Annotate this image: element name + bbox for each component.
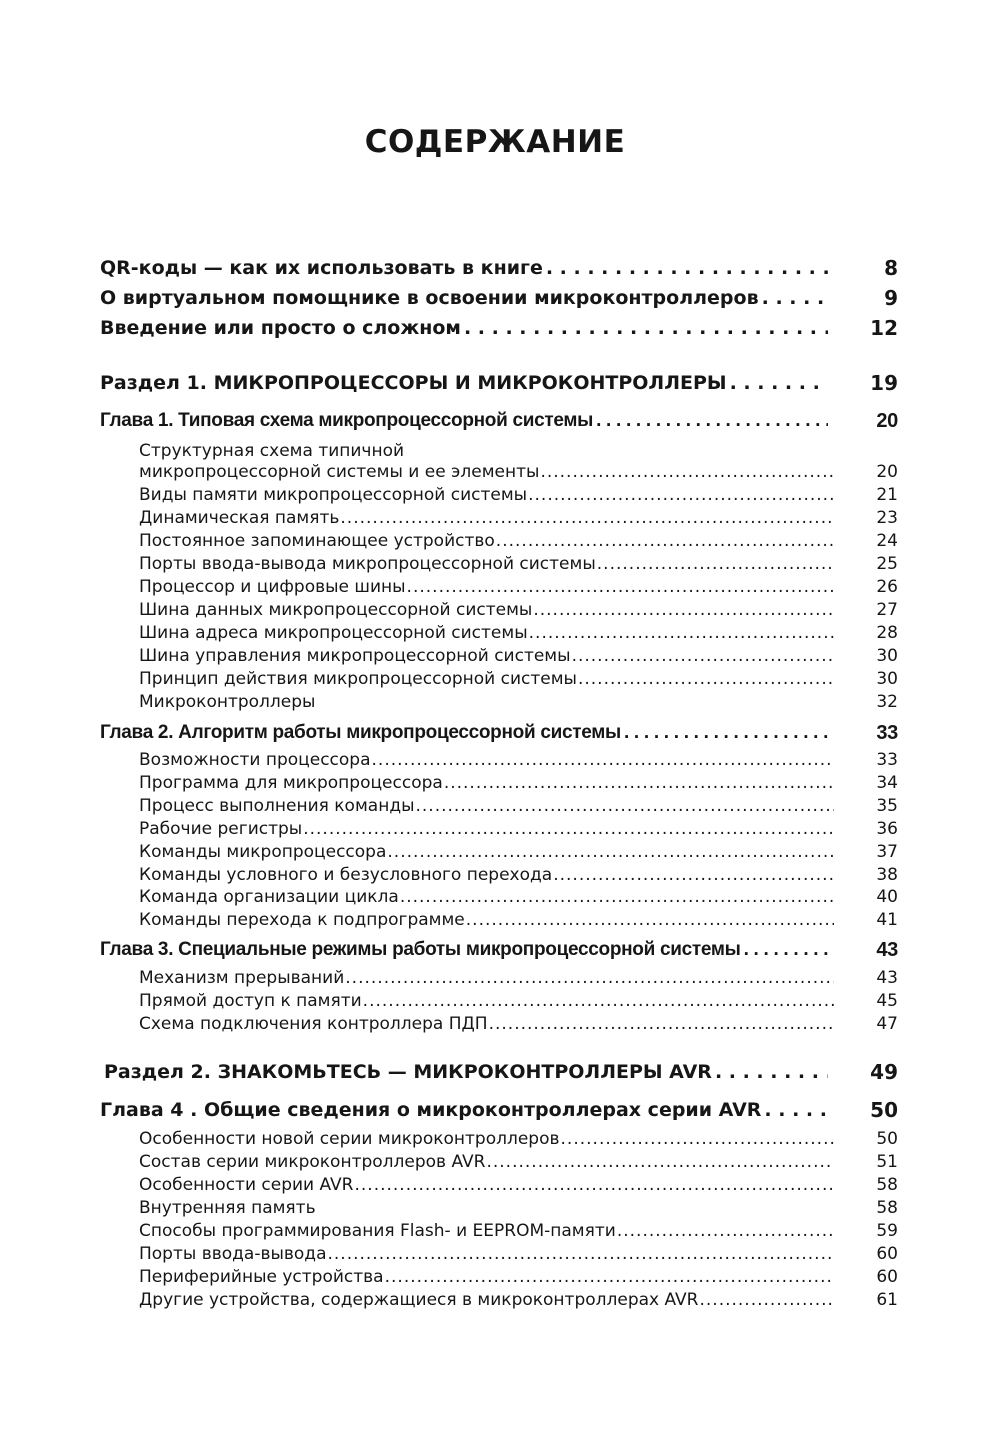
toc-subentry-label: Периферийные устройства xyxy=(139,1267,384,1287)
dot-leader xyxy=(363,990,834,1012)
dot-leader xyxy=(744,937,828,963)
toc-subentry[interactable] xyxy=(139,668,898,690)
toc-subentry-label: Порты ввода-вывода микропроцессорной системы xyxy=(139,554,596,574)
dot-leader xyxy=(528,484,834,506)
toc-subentry-page: 43 xyxy=(876,968,898,988)
toc-subentry[interactable] xyxy=(139,530,898,552)
toc-chapter-label: Глава 3. Специальные режимы работы микропроцессорной системы xyxy=(100,939,741,960)
toc-chapter-page: 20 xyxy=(876,410,898,432)
toc-subentry-label: Прямой доступ к памяти xyxy=(139,991,362,1011)
toc-entry-label-line1: Структурная схема типичной xyxy=(139,441,405,461)
toc-subentry-label: Процесс выполнения команды xyxy=(139,796,415,816)
toc-subentry[interactable] xyxy=(139,990,898,1012)
dot-leader xyxy=(303,818,834,840)
toc-subentry[interactable] xyxy=(139,691,898,713)
dot-leader xyxy=(617,1220,834,1242)
toc-section-1[interactable] xyxy=(100,370,898,396)
toc-chapter-label: Глава 1. Типовая схема микропроцессорной системы xyxy=(100,410,594,431)
toc-subentry-page: 45 xyxy=(876,991,898,1011)
toc-entry-introduction[interactable] xyxy=(100,315,898,341)
toc-subentry[interactable] xyxy=(139,1128,898,1150)
toc-subentry-label: Внутренняя память xyxy=(139,1198,316,1218)
toc-subentry-label: Состав серии микроконтроллеров AVR xyxy=(139,1152,486,1172)
page-title: СОДЕРЖАНИЕ xyxy=(364,124,626,160)
toc-subentry-label: Принцип действия микропроцессорной системы xyxy=(139,669,577,689)
toc-entry-label: QR-коды — как их использовать в книге xyxy=(100,257,543,279)
toc-subentry-label: Виды памяти микропроцессорной системы xyxy=(139,485,528,505)
toc-subentry-page: 37 xyxy=(876,842,898,862)
dot-leader xyxy=(466,909,834,931)
dot-leader xyxy=(372,749,834,771)
dot-leader xyxy=(387,841,834,863)
toc-subentry[interactable] xyxy=(139,1289,898,1311)
toc-subentry[interactable] xyxy=(139,1266,898,1288)
toc-subentry-page: 27 xyxy=(876,600,898,620)
toc-subentry[interactable] xyxy=(139,818,898,840)
toc-subentry[interactable] xyxy=(139,1151,898,1173)
dot-leader xyxy=(400,886,834,908)
toc-subentry-label: Процессор и цифровые шины xyxy=(139,577,406,597)
dot-leader xyxy=(533,599,834,621)
toc-entry-page: 9 xyxy=(884,286,898,310)
toc-subentry-label: микропроцессорной системы и ее элементы xyxy=(139,462,540,482)
toc-subentry-label: Шина адреса микропроцессорной системы xyxy=(139,623,528,643)
toc-subentry[interactable] xyxy=(139,507,898,529)
toc-subentry-page: 41 xyxy=(876,910,898,930)
dot-leader xyxy=(762,285,828,311)
toc-subentry-page: 38 xyxy=(876,865,898,885)
dot-leader xyxy=(699,1289,834,1311)
dot-leader xyxy=(597,553,834,575)
dot-leader xyxy=(730,370,828,396)
dot-leader xyxy=(385,1266,834,1288)
toc-subentry-label: Команды микропроцессора xyxy=(139,842,387,862)
toc-subentry-label: Порты ввода-вывода xyxy=(139,1244,327,1264)
toc-subentry[interactable] xyxy=(139,1174,898,1196)
dot-leader xyxy=(561,1128,834,1150)
toc-subentry-label: Особенности серии AVR xyxy=(139,1175,354,1195)
toc-entry-label: О виртуальном помощнике в освоении микроконтроллеров xyxy=(100,287,759,309)
dot-leader xyxy=(486,1151,834,1173)
toc-chapter-2[interactable] xyxy=(100,720,898,746)
toc-subentry[interactable] xyxy=(139,967,898,989)
toc-subentry-label: Другие устройства, содержащиеся в микроконтроллерах AVR xyxy=(139,1290,699,1310)
toc-subentry[interactable] xyxy=(139,484,898,506)
toc-section-label: Раздел 2. ЗНАКОМЬТЕСЬ — МИКРОКОНТРОЛЛЕРЫ AVR xyxy=(104,1061,712,1083)
toc-subentry-label: Шина управления микропроцессорной системы xyxy=(139,646,571,666)
dot-leader xyxy=(596,408,828,434)
toc-subentry-label: Команда организации цикла xyxy=(139,887,399,907)
toc-subentry-label: Способы программирования Flash- и EEPROM-памяти xyxy=(139,1221,616,1241)
toc-subentry[interactable] xyxy=(139,1197,898,1219)
toc-chapter-label: Глава 2. Алгоритм работы микропроцессорной системы xyxy=(100,722,621,743)
toc-section-label: Раздел 1. МИКРОПРОЦЕССОРЫ И МИКРОКОНТРОЛЛЕРЫ xyxy=(100,372,727,394)
toc-subentry-label: Микроконтроллеры xyxy=(139,692,316,712)
toc-subentry-label: Шина данных микропроцессорной системы xyxy=(139,600,533,620)
toc-subentry-page: 30 xyxy=(876,646,898,666)
toc-subentry[interactable] xyxy=(139,841,898,863)
toc-subentry-page: 51 xyxy=(876,1152,898,1172)
toc-subentry-page: 58 xyxy=(876,1198,898,1218)
toc-subentry-label: Команды условного и безусловного перехода xyxy=(139,865,553,885)
toc-subentry[interactable] xyxy=(139,1013,898,1035)
toc-subentry-label: Рабочие регистры xyxy=(139,819,303,839)
toc-subentry-page: 40 xyxy=(876,887,898,907)
toc-subentry-label: Динамическая память xyxy=(139,508,340,528)
toc-subentry-page: 59 xyxy=(876,1221,898,1241)
toc-subentry[interactable] xyxy=(139,576,898,598)
toc-subentry-label: Возможности процессора xyxy=(139,750,371,770)
toc-subentry[interactable] xyxy=(139,645,898,667)
toc-subentry[interactable] xyxy=(139,795,898,817)
toc-subentry-page: 23 xyxy=(876,508,898,528)
dot-leader xyxy=(354,1174,834,1196)
toc-subentry[interactable] xyxy=(139,1220,898,1242)
toc-subentry-page: 50 xyxy=(876,1129,898,1149)
toc-subentry-label: Схема подключения контроллера ПДП xyxy=(139,1014,488,1034)
toc-chapter-label: Глава 4 . Общие сведения о микроконтроллерах серии AVR xyxy=(100,1099,762,1121)
dot-leader xyxy=(340,507,834,529)
toc-entry-page: 8 xyxy=(884,256,898,280)
toc-subentry-label: Особенности новой серии микроконтроллеров xyxy=(139,1129,560,1149)
toc-subentry[interactable] xyxy=(139,886,898,908)
toc-chapter-page: 43 xyxy=(876,939,898,961)
dot-leader xyxy=(540,461,834,483)
toc-subentry-page: 47 xyxy=(876,1014,898,1034)
dot-leader xyxy=(572,645,834,667)
toc-subentry[interactable] xyxy=(139,749,898,771)
toc-subentry[interactable] xyxy=(139,461,898,483)
toc-section-page: 19 xyxy=(870,371,898,395)
dot-leader xyxy=(529,622,834,644)
toc-subentry-page: 61 xyxy=(876,1290,898,1310)
toc-subentry-page: 24 xyxy=(876,531,898,551)
toc-chapter-page: 50 xyxy=(870,1098,898,1122)
toc-subentry[interactable] xyxy=(139,622,898,644)
dot-leader xyxy=(624,720,828,746)
toc-entry-virtual-assistant[interactable] xyxy=(100,285,898,311)
toc-subentry-page: 32 xyxy=(876,692,898,712)
toc-subentry-page: 28 xyxy=(876,623,898,643)
dot-leader xyxy=(496,530,834,552)
toc-subentry-page: 30 xyxy=(876,669,898,689)
toc-subentry-page: 25 xyxy=(876,554,898,574)
toc-subentry-page: 34 xyxy=(876,773,898,793)
dot-leader xyxy=(327,1243,834,1265)
toc-subentry[interactable] xyxy=(139,553,898,575)
dot-leader xyxy=(444,772,834,794)
dot-leader xyxy=(553,864,834,886)
toc-subentry-page: 33 xyxy=(876,750,898,770)
dot-leader xyxy=(764,1097,828,1123)
toc-subentry[interactable] xyxy=(139,864,898,886)
toc-subentry[interactable] xyxy=(139,909,898,931)
dot-leader xyxy=(546,255,828,281)
toc-subentry-page: 35 xyxy=(876,796,898,816)
toc-section-2[interactable] xyxy=(104,1059,898,1085)
toc-subentry-label: Механизм прерываний xyxy=(139,968,345,988)
toc-chapter-3[interactable] xyxy=(100,937,898,963)
dot-leader xyxy=(407,576,834,598)
dot-leader xyxy=(578,668,834,690)
toc-subentry-page: 58 xyxy=(876,1175,898,1195)
dot-leader xyxy=(464,315,828,341)
toc-subentry-page: 20 xyxy=(876,462,898,482)
toc-subentry-label: Программа для микропроцессора xyxy=(139,773,443,793)
toc-entry-label: Введение или просто о сложном xyxy=(100,317,461,339)
toc-chapter-4[interactable] xyxy=(100,1097,898,1123)
dot-leader xyxy=(715,1059,828,1085)
toc-subentry-label: Команды перехода к подпрограмме xyxy=(139,910,465,930)
toc-subentry-label: Постоянное запоминающее устройство xyxy=(139,531,495,551)
toc-subentry-page: 36 xyxy=(876,819,898,839)
toc-subentry-page: 60 xyxy=(876,1267,898,1287)
dot-leader xyxy=(489,1013,834,1035)
toc-subentry-page: 26 xyxy=(876,577,898,597)
toc-subentry-page: 60 xyxy=(876,1244,898,1264)
toc-subentry[interactable] xyxy=(139,772,898,794)
toc-section-page: 49 xyxy=(870,1060,898,1084)
toc-subentry[interactable] xyxy=(139,599,898,621)
dot-leader xyxy=(345,967,834,989)
toc-subentry-page: 21 xyxy=(876,485,898,505)
toc-subentry[interactable] xyxy=(139,1243,898,1265)
dot-leader xyxy=(416,795,835,817)
toc-chapter-1[interactable] xyxy=(100,408,898,434)
toc-entry-qr-codes[interactable] xyxy=(100,255,898,281)
toc-entry-page: 12 xyxy=(870,316,898,340)
toc-chapter-page: 33 xyxy=(876,722,898,744)
